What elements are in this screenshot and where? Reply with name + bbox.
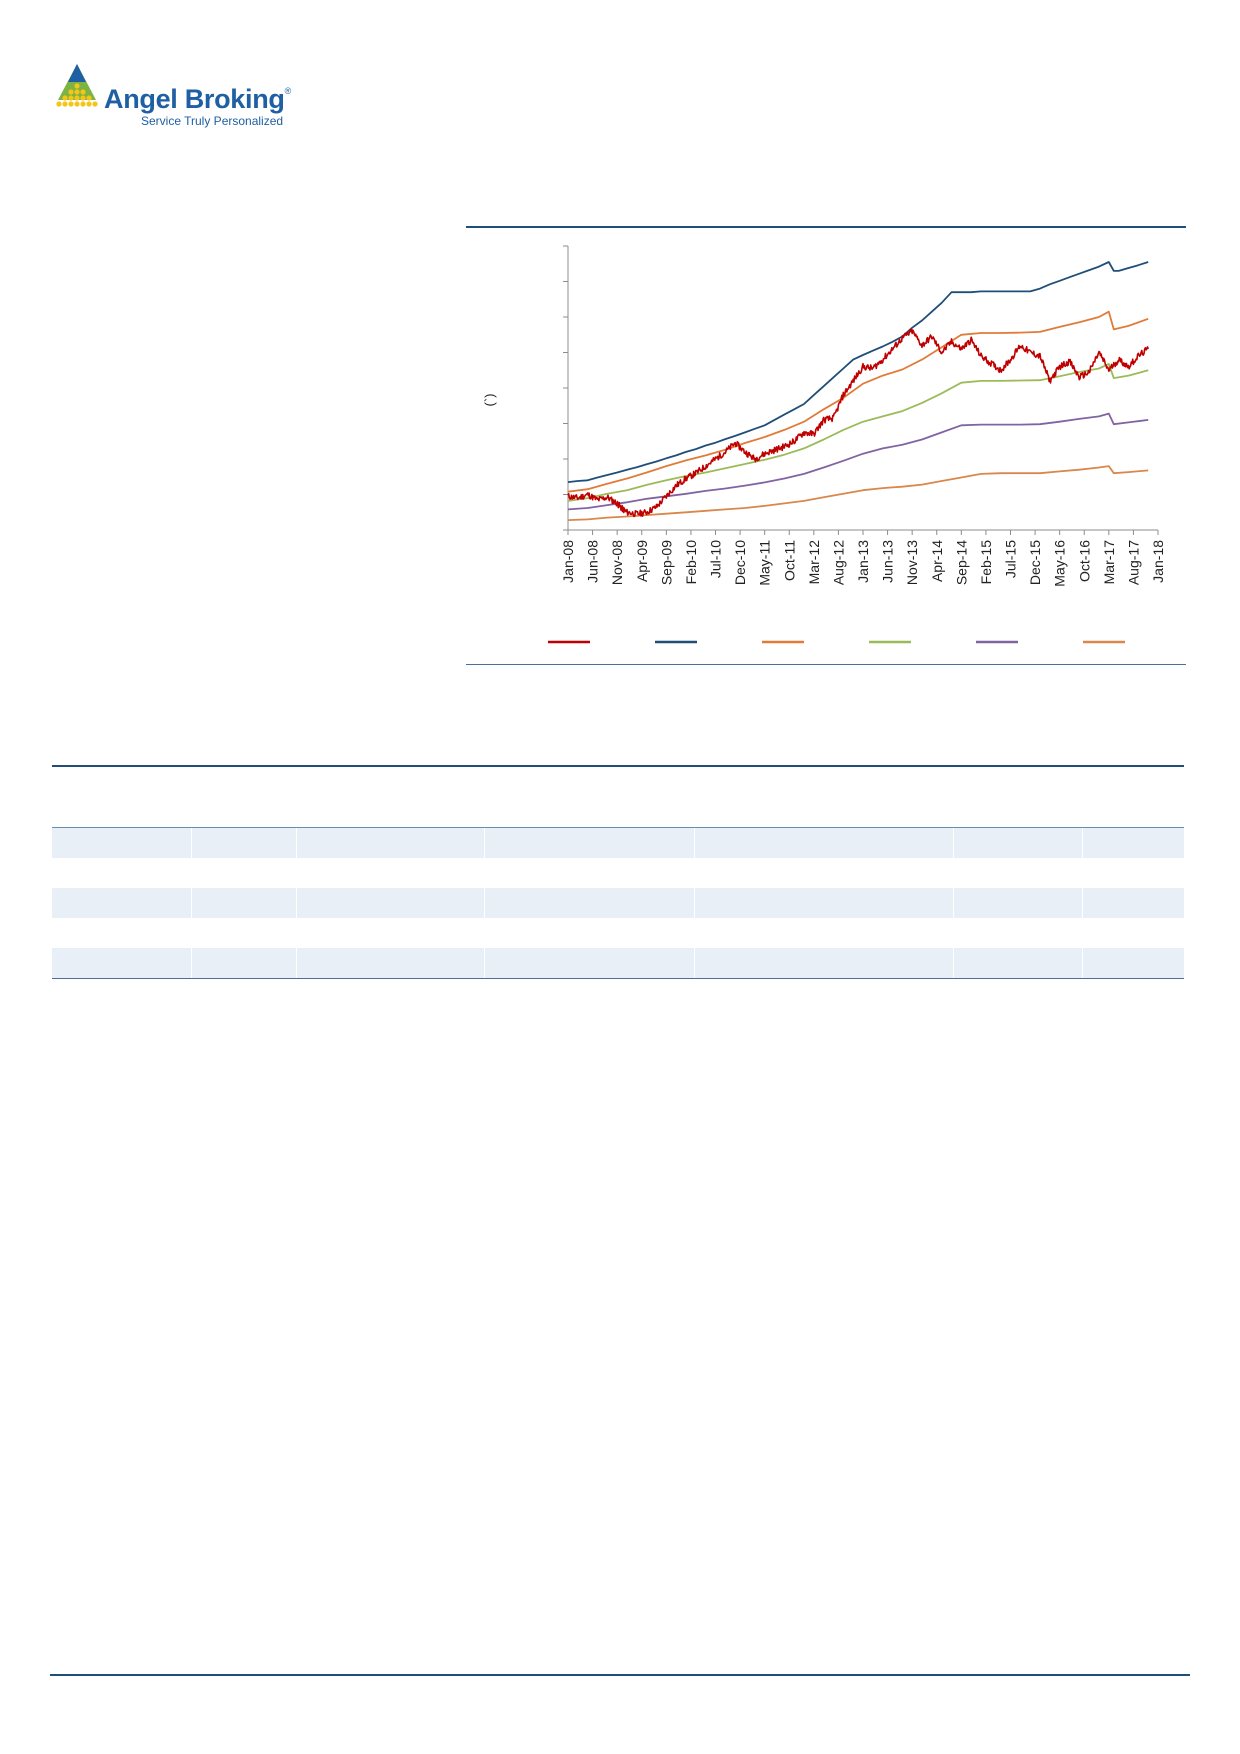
x-tick-label: Feb-10 [682, 540, 699, 585]
table-cell [297, 858, 485, 888]
x-tick-label: Mar-17 [1100, 540, 1117, 585]
table-cell [485, 888, 695, 918]
table-cell [52, 858, 192, 888]
table-cell [695, 918, 955, 948]
table-cell [192, 858, 296, 888]
table-cell [695, 948, 955, 978]
table-cell [695, 858, 955, 888]
brand-logo [52, 62, 312, 132]
table-cell [192, 888, 296, 918]
x-tick-labels [560, 540, 1166, 587]
data-table [52, 765, 1184, 979]
table-cell [1083, 948, 1184, 978]
x-tick-label: May-16 [1051, 540, 1068, 587]
brand-name: Angel Broking® [104, 84, 291, 114]
x-tick-label: Apr-14 [928, 540, 945, 583]
table-cell [954, 858, 1082, 888]
x-tick-label: Nov-08 [609, 540, 626, 586]
table-cell [297, 918, 485, 948]
x-tick-label: Oct-16 [1076, 540, 1093, 583]
x-tick-label: Jan-13 [855, 540, 871, 583]
x-tick-label: Apr-09 [633, 540, 650, 583]
x-tick-label: Dec-10 [732, 540, 749, 586]
x-tick-label: Jul-10 [707, 540, 724, 579]
table-cell [52, 828, 192, 858]
table-row [52, 948, 1184, 978]
table-cell [297, 948, 485, 978]
price-band-chart [466, 228, 1186, 664]
table-header [52, 767, 1184, 828]
table-row [52, 828, 1184, 858]
table-cell [52, 918, 192, 948]
x-tick-label: Jul-15 [1002, 540, 1019, 579]
table-cell [485, 918, 695, 948]
chart-panel [466, 226, 1186, 665]
table-row [52, 888, 1184, 918]
table-cell [695, 888, 955, 918]
footer-rule [50, 1674, 1190, 1676]
table-cell [954, 888, 1082, 918]
table-row [52, 918, 1184, 948]
x-tick-label: Oct-11 [781, 540, 798, 581]
table-cell [954, 828, 1082, 858]
table-cell [52, 948, 192, 978]
table-cell [485, 948, 695, 978]
series-line-3 [568, 312, 1148, 492]
x-tick-label: Feb-15 [977, 540, 994, 585]
series-line-6 [568, 466, 1148, 520]
table-cell [485, 858, 695, 888]
x-tick-label: Sep-09 [658, 540, 675, 586]
x-tick-label: Dec-15 [1027, 540, 1044, 586]
table-cell [192, 828, 296, 858]
table-cell [192, 948, 296, 978]
x-tick-label: May-11 [756, 540, 773, 586]
angel-pyramid-icon [52, 62, 102, 108]
table-cell [954, 948, 1082, 978]
chart-series [568, 262, 1148, 520]
y-axis-label: (`) [482, 393, 497, 407]
table-cell [1083, 858, 1184, 888]
x-tick-label: Jan-18 [1150, 540, 1166, 583]
table-cell [297, 828, 485, 858]
x-tick-label: Aug-12 [830, 540, 847, 586]
brand-tagline: Service Truly Personalized [141, 114, 284, 128]
series-line-4 [568, 364, 1148, 501]
x-tick-label: Aug-17 [1125, 540, 1142, 586]
table-cell [192, 918, 296, 948]
x-tick-label: Nov-13 [904, 540, 921, 586]
table-cell [954, 918, 1082, 948]
table-cell [297, 888, 485, 918]
x-tick-label: Sep-14 [953, 540, 970, 586]
table-body [52, 828, 1184, 978]
table-cell [52, 888, 192, 918]
table-cell [1083, 828, 1184, 858]
x-tick-label: Jun-13 [879, 540, 896, 583]
table-row [52, 858, 1184, 888]
table-cell [695, 828, 955, 858]
table-cell [485, 828, 695, 858]
chart-axes [563, 246, 1158, 535]
x-tick-label: Mar-12 [805, 540, 822, 585]
table-cell [1083, 918, 1184, 948]
x-tick-label: Jun-08 [584, 540, 601, 583]
table-cell [1083, 888, 1184, 918]
x-tick-label: Jan-08 [560, 540, 576, 583]
